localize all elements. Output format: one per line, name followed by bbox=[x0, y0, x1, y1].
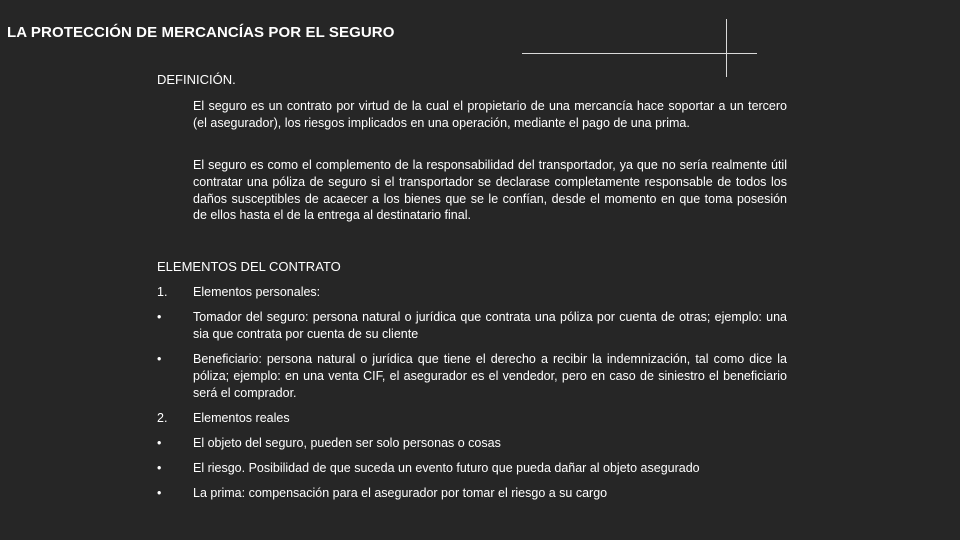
list-item-text: El objeto del seguro, pueden ser solo personas o cosas bbox=[193, 436, 501, 450]
definition-paragraph-2: El seguro es como el complemento de la responsabilidad del transportador, ya que no sería realmente útil contratar una póliza de seguro si el transportador se declarase completamente responsable de todos los daños susceptibles de acaecer a los bienes que se le confían, desde el momento en que toma posesión de ellos hasta el de la entrega al destinatario final. bbox=[193, 158, 787, 223]
list-item bbox=[157, 435, 787, 452]
bullet: • bbox=[157, 486, 162, 500]
bullet: • bbox=[157, 352, 162, 366]
elements-heading: ELEMENTOS DEL CONTRATO bbox=[157, 259, 341, 274]
slide-title: LA PROTECCIÓN DE MERCANCÍAS POR EL SEGURO bbox=[7, 24, 395, 41]
definition-paragraph-1: El seguro es un contrato por virtud de la cual el propietario de una mercancía hace soportar a un tercero (el asegurador), los riesgos implicados en una operación, mediante el pago de una prima. bbox=[193, 99, 787, 130]
list-item bbox=[157, 485, 787, 502]
list-item-text: Tomador del seguro: persona natural o jurídica que contrata una póliza por cuenta de otras; ejemplo: una sia que contrata por cuenta de su cliente bbox=[193, 310, 787, 341]
list-item-text: El riesgo. Posibilidad de que suceda un evento futuro que pueda dañar al objeto asegurado bbox=[193, 461, 700, 475]
list-item-text: La prima: compensación para el asegurador por tomar el riesgo a su cargo bbox=[193, 486, 608, 500]
list-item-text: Elementos reales bbox=[193, 411, 290, 425]
list-number: 1. bbox=[157, 285, 168, 299]
list-number: 2. bbox=[157, 411, 168, 425]
list-item bbox=[157, 410, 787, 427]
list-item bbox=[157, 309, 787, 343]
bullet: • bbox=[157, 436, 162, 450]
list-item bbox=[157, 460, 787, 477]
list-item bbox=[157, 351, 787, 401]
definition-heading: DEFINICIÓN. bbox=[157, 72, 236, 87]
list-item-text: Elementos personales: bbox=[193, 285, 321, 299]
bullet: • bbox=[157, 310, 162, 324]
decorative-vertical-line bbox=[726, 19, 727, 77]
decorative-horizontal-line bbox=[522, 53, 757, 54]
bullet: • bbox=[157, 461, 162, 475]
list-item-text: Beneficiario: persona natural o jurídica que tiene el derecho a recibir la indemnización, tal como dice la póliza; ejemplo: en una venta CIF, el asegurador es el vendedor, pero en caso de siniestro el beneficiario será el comprador. bbox=[193, 352, 787, 400]
list-item bbox=[157, 284, 787, 301]
